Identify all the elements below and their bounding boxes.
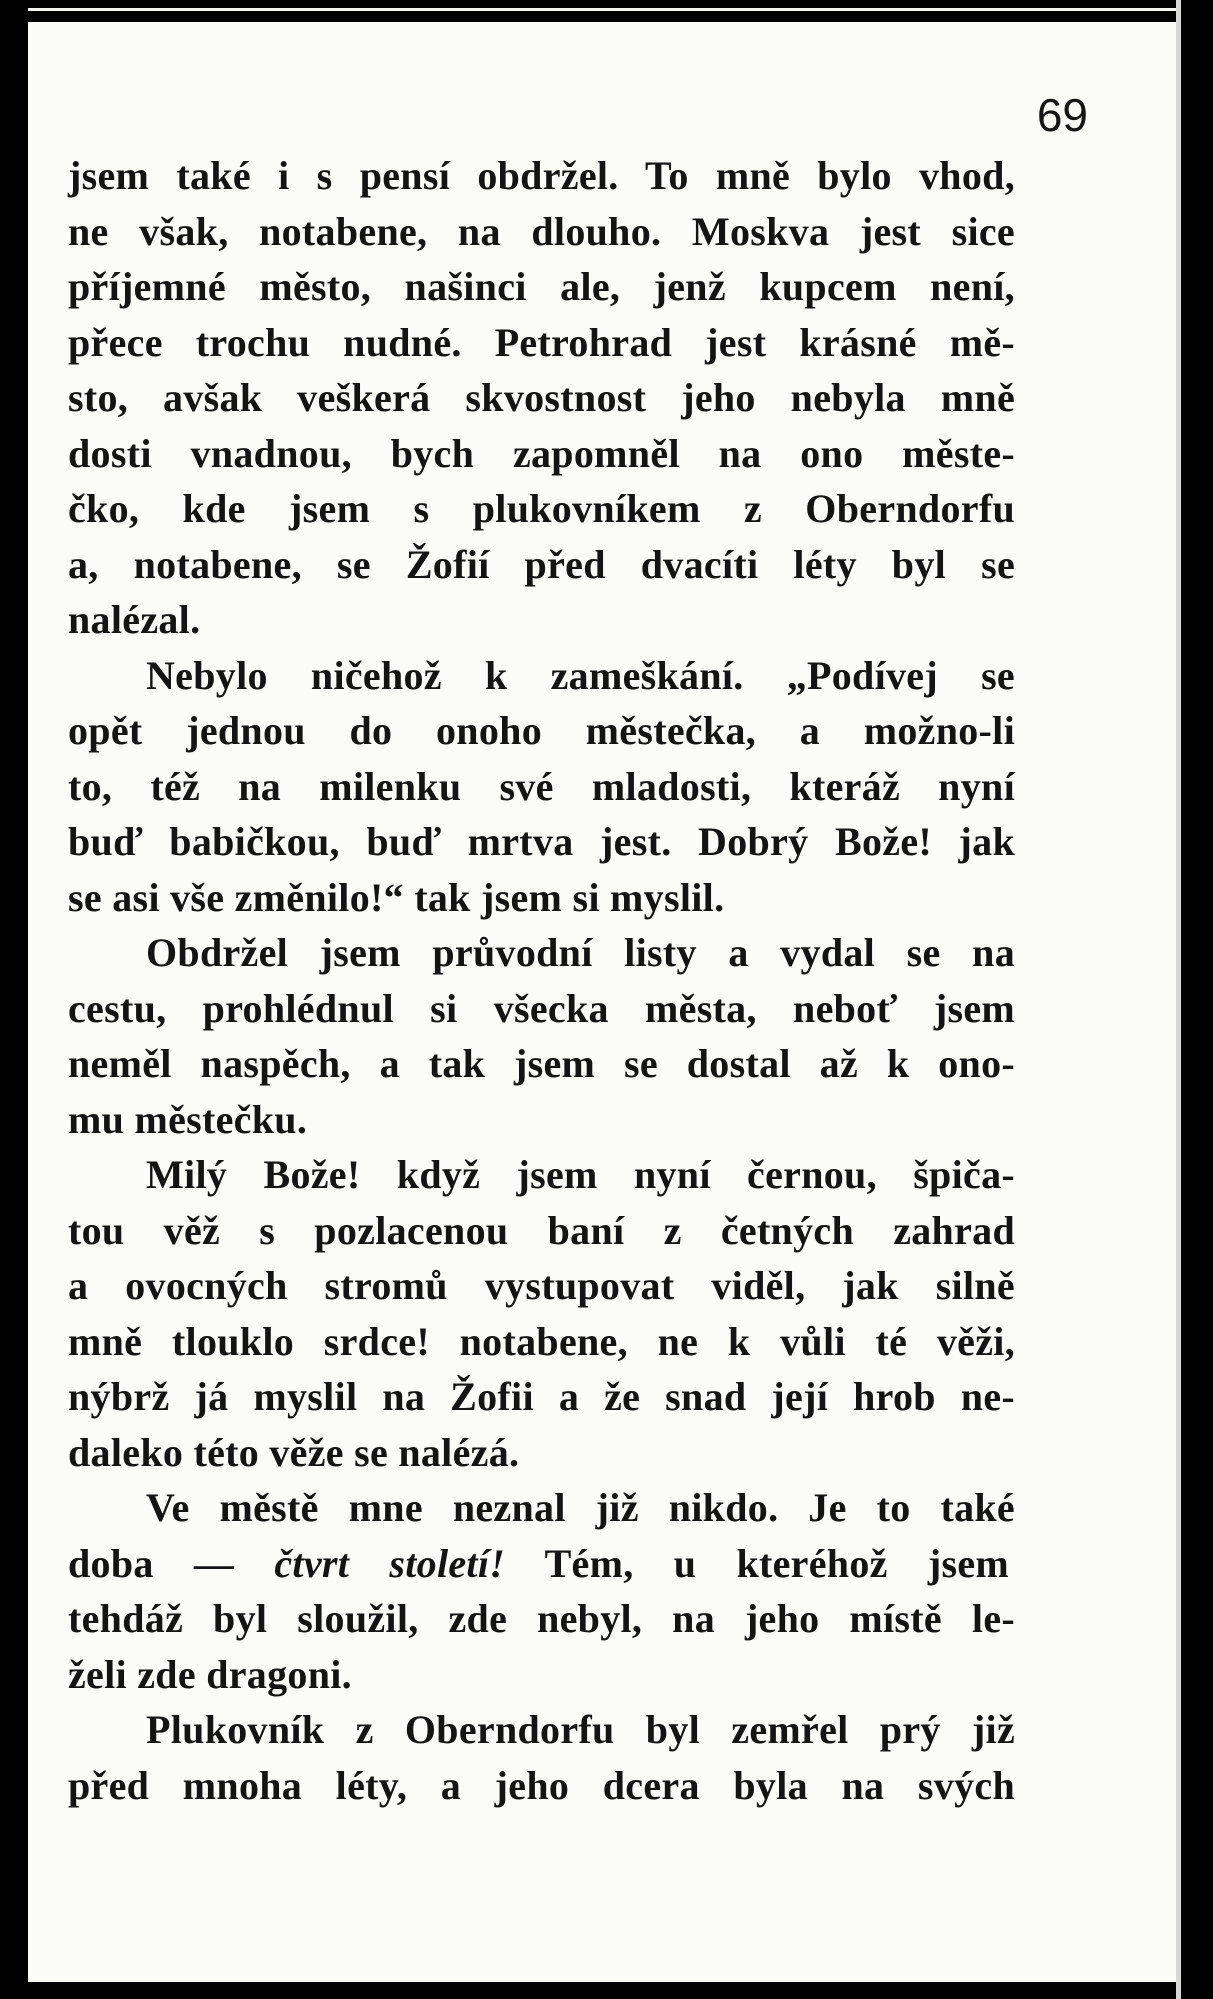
text-line: přece trochu nudné. Petrohrad jest krásné mě- — [68, 319, 1015, 365]
text-line: buď babičkou, buď mrtva jest. Dobrý Bože! jak — [68, 819, 1015, 864]
text-line: sto, avšak veškerá skvostnost jeho nebyla mně — [68, 375, 1015, 420]
text-line: nýbrž já myslil na Žofii a že snad její hrob ne- — [68, 1374, 1015, 1419]
text-line: dosti vnadnou, bych zapomněl na ono měste- — [68, 430, 1015, 476]
text-line: čko, kde jsem s plukovníkem z Oberndorfu — [68, 486, 1015, 531]
text-line: to, též na milenku své mladosti, kteráž nyní — [68, 763, 1015, 809]
text-line: Milý Bože! když jsem nyní černou, špiča- — [146, 1152, 1015, 1197]
text-line-mixed — [68, 1536, 1015, 1592]
page-number: 69 — [1036, 89, 1088, 141]
page-top-edge — [28, 8, 1178, 11]
text-line: jsem také i s pensí obdržel. To mně bylo vhod, — [68, 153, 1015, 198]
emphasized-text: čtvrt století! — [274, 1540, 506, 1586]
text-line: před mnoha léty, a jeho dcera byla na svých — [68, 1762, 1015, 1808]
text-line: a, notabene, se Žofií před dvacíti léty byl se — [68, 541, 1015, 587]
text-line: Ve městě mne neznal již nikdo. Je to také — [146, 1485, 1015, 1530]
text-line: mně tlouklo srdce! notabene, ne k vůli té věži, — [68, 1318, 1015, 1364]
text-segment: Tém, u kteréhož jsem — [505, 1540, 1010, 1586]
text-line: a ovocných stromů vystupovat viděl, jak silně — [68, 1263, 1015, 1308]
text-segment: doba — — [68, 1540, 275, 1586]
page-right-edge — [1176, 0, 1181, 1999]
text-line: tou věž s pozlacenou baní z četných zahrad — [68, 1207, 1015, 1253]
body-text — [68, 148, 1015, 1813]
text-line: želi zde dragoni. — [68, 1651, 352, 1697]
text-line: Obdržel jsem průvodní listy a vydal se na — [146, 930, 1015, 975]
text-line: tehdáž byl sloužil, zde nebyl, na jeho místě le- — [68, 1596, 1015, 1641]
text-line: cestu, prohlédnul si všecka města, neboť jsem — [68, 985, 1015, 1031]
text-line: se asi vše změnilo!“ tak jsem si myslil. — [68, 874, 725, 920]
text-line: daleko této věže se nalézá. — [68, 1429, 520, 1475]
text-line: neměl naspěch, a tak jsem se dostal až k ono- — [68, 1041, 1015, 1086]
text-line: mu městečku. — [68, 1096, 308, 1142]
text-line: Plukovník z Oberndorfu byl zemřel prý již — [146, 1707, 1015, 1752]
text-line: Nebylo ničehož k zameškání. „Podívej se — [146, 652, 1015, 698]
text-line: ne však, notabene, na dlouho. Moskva jest sice — [68, 208, 1015, 254]
text-line: nalézal. — [68, 597, 201, 642]
text-line: příjemné město, našinci ale, jenž kupcem není, — [68, 264, 1015, 309]
text-line: opět jednou do onoho městečka, a možno-li — [68, 708, 1015, 753]
